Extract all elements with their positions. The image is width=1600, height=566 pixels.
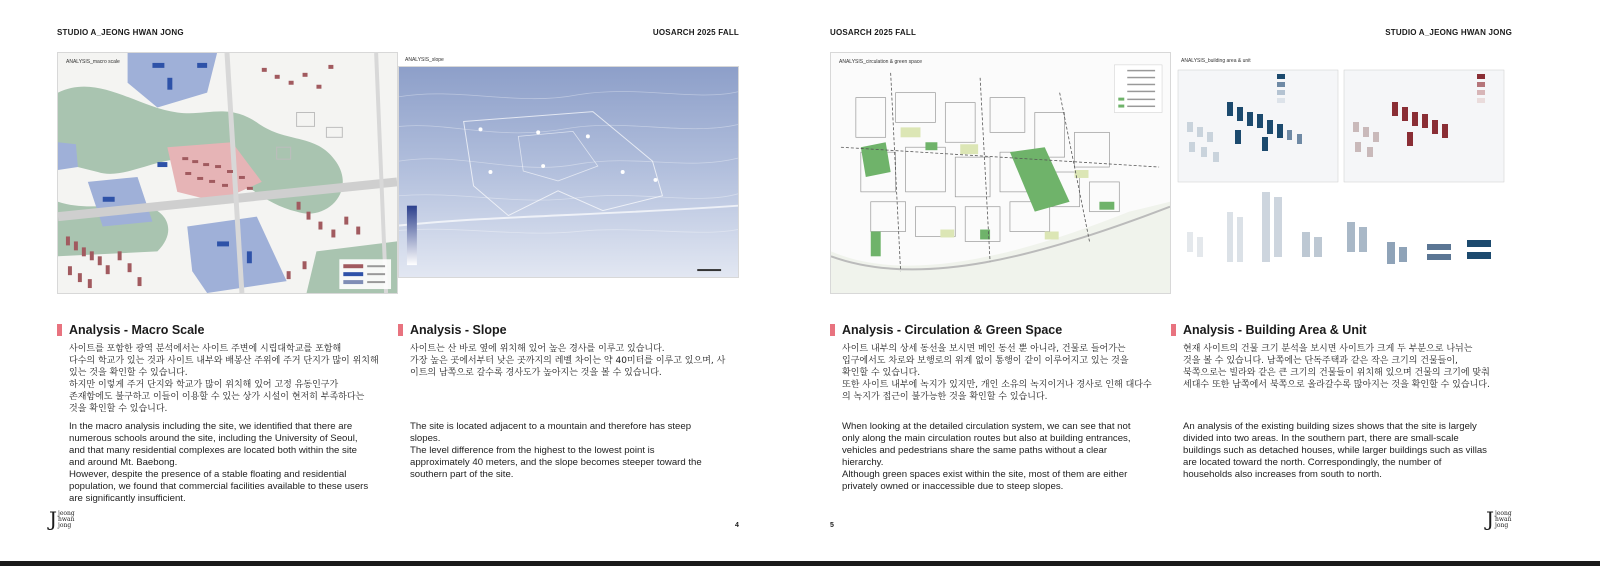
- english-text: In the macro analysis including the site, we identified that there are numerous schools around the site, including the University of Seoul, and that many residential complexes are located both within the site and around Mt. Baebong. However, despite the presence of a stable floating and residential population, we found that commercial facilities available to these users are significantly insufficient.: [69, 421, 369, 504]
- page-number: 4: [735, 522, 739, 529]
- korean-text: 사이트 내부의 상세 동선을 보시면 메인 동선 뿐 아니라, 건물로 들어가는 입구에서도 차로와 보행로의 위계 없이 통행이 같이 이루어지고 있는 것을 확인할 수 있습니다. 또한 사이트 내부에 녹지가 있지만, 개인 소유의 녹지이거나 경사로 인해 대다수 의 녹지가 접근이 불가능한 것을 확인할 수 있습니다.: [842, 344, 1152, 402]
- section-title-text: Analysis - Macro Scale: [69, 323, 205, 337]
- section-circulation-green: [842, 323, 1182, 492]
- slope-caption: ANALYSIS_slope: [405, 57, 444, 63]
- section-title-text: Analysis - Circulation & Green Space: [842, 323, 1063, 337]
- page-gutter: [788, 0, 812, 566]
- left-page: [0, 0, 788, 566]
- section-macro-scale: [69, 323, 409, 504]
- section-title: [398, 323, 750, 337]
- korean-text: 사이트를 포함한 광역 분석에서는 사이트 주변에 시립대학교를 포함해 다수의 학교가 있는 것과 사이트 내부와 배봉산 주위에 주거 단지가 많이 위치해 있는 것을 확인할 수 있습니다. 하지만 이렇게 주거 단지와 학교가 많이 위치해 있어 고정 유동인구가 존재함에도 불구하고 이들이 이용할 수 있는 상가 시설이 현저히 부족하다는 것을 확인할 수 있습니다.: [69, 344, 379, 414]
- accent-bar: [398, 324, 403, 336]
- course-header: UOSARCH 2025 FALL: [830, 28, 917, 37]
- slope-map: [398, 66, 739, 278]
- section-title-text: Analysis - Building Area & Unit: [1183, 323, 1367, 337]
- section-title: [57, 323, 409, 337]
- english-text: When looking at the detailed circulation system, we can see that not only along the main circulation routes but also at building entrances, vehicles and pedestrians share the same paths without a clear hierarchy. Although green spaces exist within the site, most of them are either privately owned or inaccessible due to steep slopes.: [842, 421, 1131, 492]
- english-text: An analysis of the existing building sizes shows that the site is largely divided into two areas. In the southern part, there are small-scale buildings such as detached houses, while larger buildings such as villas are located toward the north. Correspondingly, the number of households also increases from south to north.: [1183, 421, 1487, 480]
- figure-caption: ANALYSIS_circulation & green space: [839, 59, 923, 65]
- macro-scale-map: [57, 52, 398, 294]
- course-header: UOSARCH 2025 FALL: [652, 28, 739, 37]
- accent-bar: [1171, 324, 1176, 336]
- figure-caption: ANALYSIS_macro scale: [66, 59, 120, 65]
- section-slope: [410, 323, 750, 480]
- logo-text: jeong hwan jong: [58, 510, 75, 529]
- jhj-logo: J jeong hwan jong: [49, 507, 75, 531]
- section-building-area: [1183, 323, 1523, 480]
- studio-header: STUDIO A_JEONG HWAN JONG: [1385, 28, 1512, 37]
- korean-text: 현재 사이트의 건물 크기 분석을 보시면 사이트가 크게 두 부분으로 나뉘는 것을 볼 수 있습니다. 남쪽에는 단독주택과 같은 작은 크기의 건물들이, 북쪽으로는 빌라와 같은 큰 크기의 건물들이 위치해 있으며 건물의 크기에 맞춰 세대수 또한 남쪽에서 북쪽으로 올라갈수록 많아지는 것을 확인할 수 있습니다.: [1183, 344, 1490, 390]
- accent-bar: [830, 324, 835, 336]
- logo-text: jeong hwan jong: [1495, 510, 1512, 529]
- building-area-diagram: [1177, 52, 1507, 294]
- section-title: [1171, 323, 1523, 337]
- jhj-logo: J jeong hwan jong: [1486, 507, 1512, 531]
- right-page: [812, 0, 1600, 566]
- section-title: [830, 323, 1182, 337]
- bottom-rule: [0, 561, 1600, 566]
- circulation-green-map: [830, 52, 1171, 294]
- korean-text: 사이트는 산 바로 옆에 위치해 있어 높은 경사를 이루고 있습니다. 가장 높은 곳에서부터 낮은 곳까지의 레벨 차이는 약 40미터를 이루고 있으며, 사 이트의 남쪽으로 갈수록 경사도가 높아지는 것을 볼 수 있습니다.: [410, 344, 726, 378]
- figure-caption: ANALYSIS_building area & unit: [1181, 58, 1251, 64]
- accent-bar: [57, 324, 62, 336]
- english-text: The site is located adjacent to a mountain and therefore has steep slopes. The level difference from the highest to the lowest point is approximately 40 meters, and the slope becomes steeper toward the southern part of the site.: [410, 421, 702, 480]
- studio-header: STUDIO A_JEONG HWAN JONG: [57, 28, 184, 37]
- page-number: 5: [830, 522, 834, 529]
- section-title-text: Analysis - Slope: [410, 323, 507, 337]
